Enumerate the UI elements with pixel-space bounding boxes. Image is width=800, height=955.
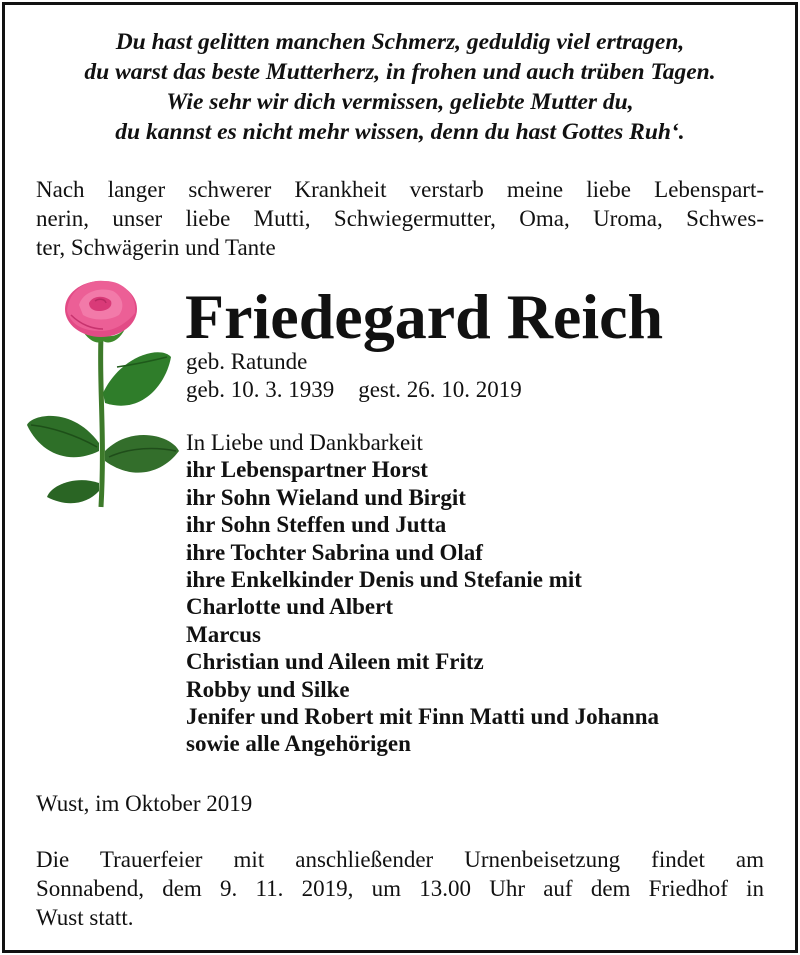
mourner-line: ihr Sohn Steffen und Jutta — [186, 512, 447, 538]
mourner-line: ihr Lebenspartner Horst — [186, 457, 428, 483]
mourner-line: Robby und Silke — [186, 676, 350, 702]
mourner-line: Christian und Aileen mit Fritz — [186, 649, 484, 675]
intro-line: ter, Schwägerin und Tante — [36, 235, 276, 260]
intro-line: nerin, unser liebe Mutti, Schwiegermutter, Oma, Uroma, Schwes- — [36, 206, 764, 231]
poem — [5, 27, 795, 147]
mourner-line: ihr Sohn Wieland und Birgit — [186, 484, 466, 510]
intro-line: Nach langer schwerer Krankheit verstarb meine liebe Lebenspart- — [36, 177, 764, 202]
intro-text — [36, 175, 764, 262]
poem-line: Wie sehr wir dich vermissen, geliebte Mutter du, — [166, 89, 634, 115]
ceremony-text — [36, 845, 764, 932]
life-dates — [186, 375, 522, 404]
poem-line: du warst das beste Mutterherz, in frohen und auch trüben Tagen. — [84, 59, 716, 85]
place-date: Wust, im Oktober 2019 — [36, 791, 253, 816]
mourner-line: ihre Tochter Sabrina und Olaf — [186, 539, 483, 565]
mourner-line: sowie alle Angehörigen — [186, 731, 411, 757]
mourner-line: Charlotte und Albert — [186, 594, 393, 620]
death-date: gest. 26. 10. 2019 — [358, 377, 522, 402]
ceremony-line: Sonnabend, dem 9. 11. 2019, um 13.00 Uhr auf dem Friedhof in — [36, 876, 764, 901]
mourners-list — [186, 429, 659, 758]
mourner-line: Marcus — [186, 621, 261, 647]
rose-icon — [21, 275, 191, 515]
birth-name: geb. Ratunde — [186, 349, 308, 374]
ceremony-line: Die Trauerfeier mit anschließender Urnenbeisetzung findet am — [36, 847, 764, 872]
mourners-intro: In Liebe und Dankbarkeit — [186, 430, 423, 455]
poem-line: du kannst es nicht mehr wissen, denn du hast Gottes Ruh‘. — [115, 119, 685, 145]
obituary-notice — [2, 2, 798, 953]
poem-line: Du hast gelitten manchen Schmerz, geduldig viel ertragen, — [115, 29, 685, 55]
ceremony-line: Wust statt. — [36, 905, 134, 930]
deceased-name: Friedegard Reich — [185, 281, 664, 352]
birth-date: geb. 10. 3. 1939 — [186, 377, 335, 402]
mourner-line: Jenifer und Robert mit Finn Matti und Johanna — [186, 704, 660, 730]
mourner-line: ihre Enkelkinder Denis und Stefanie mit — [186, 567, 582, 593]
